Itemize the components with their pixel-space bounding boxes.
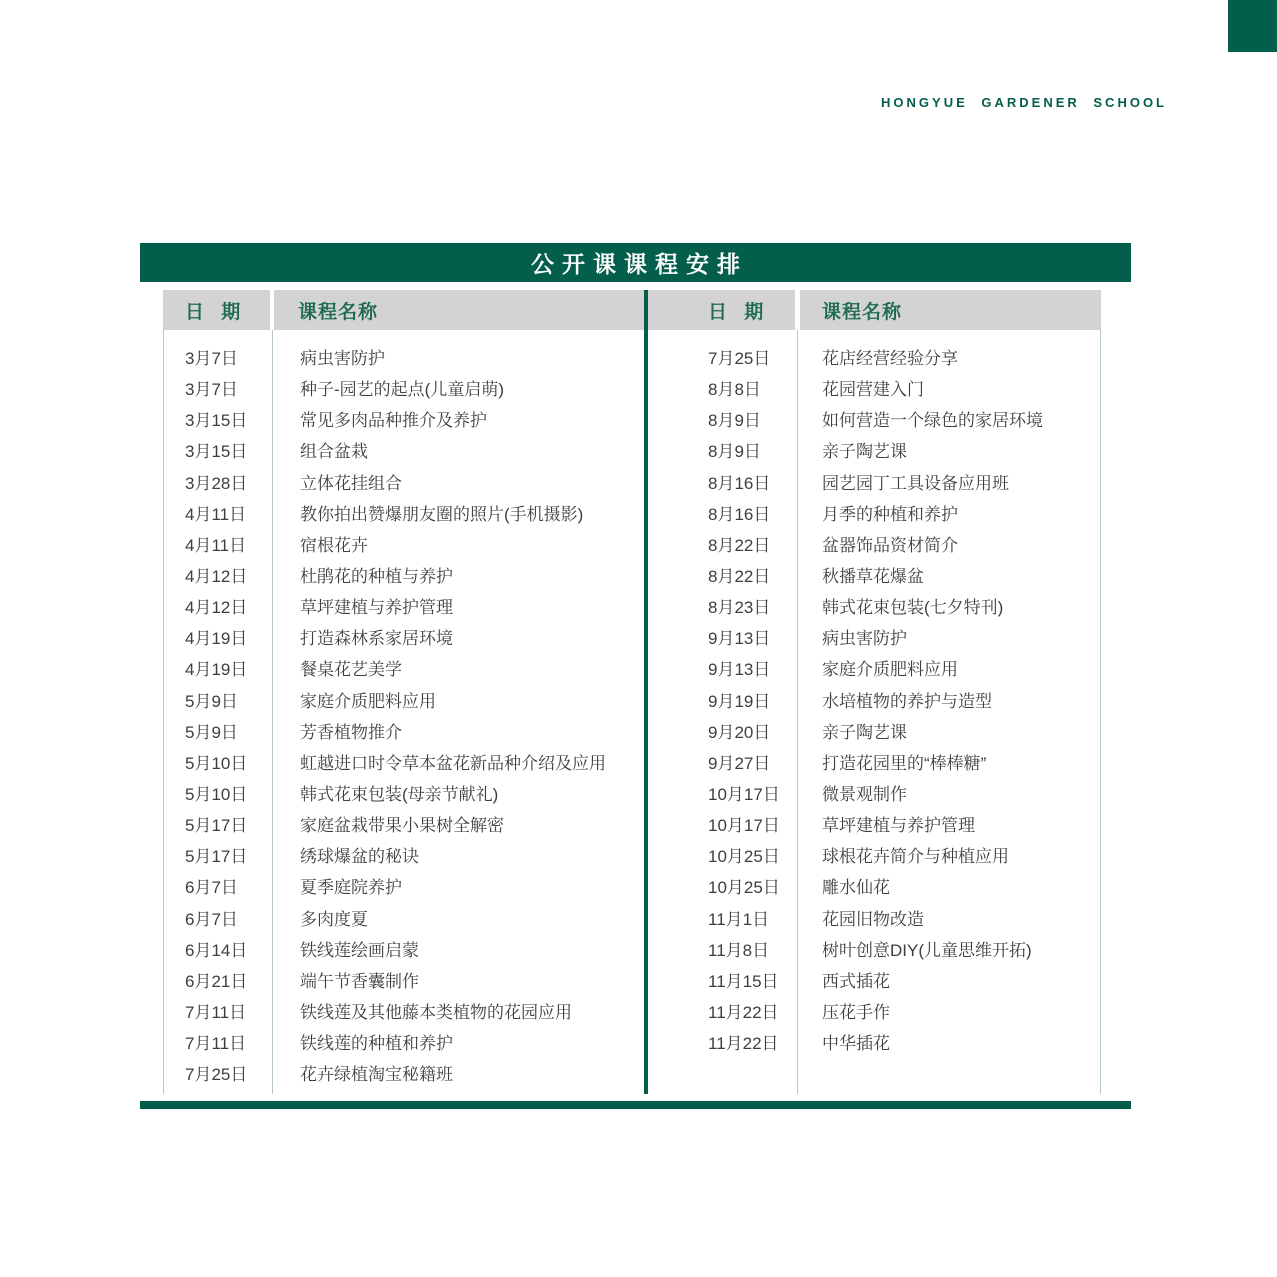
row-date: 8月16日	[708, 473, 771, 493]
table-row	[648, 590, 1101, 621]
table-row	[163, 995, 645, 1026]
row-course-name: 立体花挂组合	[300, 473, 402, 493]
table-row	[648, 1026, 1101, 1057]
table-row	[163, 746, 645, 777]
table-row	[163, 559, 645, 590]
row-date: 8月22日	[708, 535, 771, 555]
row-course-name: 如何营造一个绿色的家居环境	[822, 411, 1043, 431]
row-course-name: 餐桌花艺美学	[300, 660, 402, 680]
table-row	[648, 995, 1101, 1026]
table-row	[163, 933, 645, 964]
row-course-name: 盆器饰品资材简介	[822, 535, 958, 555]
row-date: 8月22日	[708, 567, 771, 587]
corner-square-decoration	[1228, 0, 1277, 52]
row-course-name: 组合盆栽	[300, 442, 368, 462]
row-date: 8月8日	[708, 380, 761, 400]
row-date: 3月7日	[185, 349, 238, 369]
row-course-name: 韩式花束包装(七夕特刊)	[822, 598, 1004, 618]
row-course-name: 端午节香囊制作	[300, 971, 419, 991]
row-course-name: 球根花卉简介与种植应用	[822, 847, 1009, 867]
table-row	[163, 528, 645, 559]
table-row	[648, 528, 1101, 559]
left-course-column-header: 课程名称	[274, 290, 644, 330]
row-course-name: 家庭盆栽带果小果树全解密	[300, 816, 504, 836]
row-date: 5月9日	[185, 691, 238, 711]
row-date: 5月10日	[185, 753, 248, 773]
row-course-name: 秋播草花爆盆	[822, 567, 924, 587]
left-date-column-header: 日 期	[163, 290, 270, 330]
table-row	[648, 902, 1101, 933]
row-course-name: 铁线莲绘画启蒙	[300, 940, 419, 960]
table-row	[163, 652, 645, 683]
row-date: 4月19日	[185, 629, 248, 649]
row-course-name: 打造花园里的“棒棒糖”	[822, 753, 987, 773]
row-date: 7月11日	[185, 1003, 247, 1023]
table-row	[163, 466, 645, 497]
row-course-name: 种子-园艺的起点(儿童启萌)	[300, 380, 504, 400]
row-date: 10月17日	[708, 785, 780, 805]
row-date: 4月12日	[185, 567, 248, 587]
row-date: 5月17日	[185, 847, 248, 867]
row-course-name: 芳香植物推介	[300, 722, 402, 742]
bottom-rule-bar	[140, 1101, 1131, 1109]
row-date: 5月10日	[185, 785, 248, 805]
row-date: 4月11日	[185, 535, 247, 555]
table-row	[648, 839, 1101, 870]
table-row	[163, 590, 645, 621]
title-banner	[140, 243, 1131, 282]
row-date: 11月22日	[708, 1034, 779, 1054]
table-row	[648, 777, 1101, 808]
table-row	[648, 652, 1101, 683]
table-row	[648, 559, 1101, 590]
row-course-name: 家庭介质肥料应用	[822, 660, 958, 680]
table-row	[648, 808, 1101, 839]
table-row	[648, 403, 1101, 434]
table-row	[163, 964, 645, 995]
row-date: 6月7日	[185, 878, 238, 898]
row-course-name: 压花手作	[822, 1003, 890, 1023]
row-date: 5月9日	[185, 722, 238, 742]
row-date: 3月15日	[185, 442, 248, 462]
row-date: 7月25日	[708, 349, 771, 369]
table-row	[648, 372, 1101, 403]
row-date: 11月22日	[708, 1003, 779, 1023]
row-course-name: 虹越进口时令草本盆花新品种介绍及应用	[300, 753, 606, 773]
table-row	[163, 372, 645, 403]
row-date: 8月9日	[708, 411, 761, 431]
table-row	[648, 466, 1101, 497]
row-course-name: 韩式花束包装(母亲节献礼)	[300, 785, 499, 805]
row-date: 11月15日	[708, 971, 779, 991]
row-date: 3月7日	[185, 380, 238, 400]
row-date: 11月1日	[708, 909, 770, 929]
row-course-name: 铁线莲及其他藤本类植物的花园应用	[300, 1003, 572, 1023]
row-course-name: 打造森林系家居环境	[300, 629, 453, 649]
row-course-name: 夏季庭院养护	[300, 878, 402, 898]
row-course-name: 树叶创意DIY(儿童思维开拓)	[822, 940, 1032, 960]
row-date: 6月14日	[185, 940, 248, 960]
table-row	[648, 497, 1101, 528]
row-course-name: 中华插花	[822, 1034, 890, 1054]
row-date: 9月20日	[708, 722, 771, 742]
row-course-name: 花园营建入门	[822, 380, 924, 400]
table-row	[163, 715, 645, 746]
row-date: 7月25日	[185, 1065, 248, 1085]
row-course-name: 草坪建植与养护管理	[822, 816, 975, 836]
table-row	[648, 933, 1101, 964]
right-date-column-header: 日 期	[648, 290, 795, 330]
row-course-name: 病虫害防护	[300, 349, 385, 369]
page-title: 公开课课程安排	[531, 251, 748, 277]
row-course-name: 花卉绿植淘宝秘籍班	[300, 1065, 453, 1085]
row-date: 6月7日	[185, 909, 238, 929]
row-course-name: 微景观制作	[822, 785, 907, 805]
row-course-name: 宿根花卉	[300, 535, 368, 555]
right-column-rows	[648, 330, 1101, 1057]
row-date: 8月9日	[708, 442, 761, 462]
table-row	[648, 341, 1101, 372]
left-date-course-divider-line	[272, 330, 273, 1094]
right-date-course-divider-line	[797, 330, 798, 1094]
row-course-name: 西式插花	[822, 971, 890, 991]
row-course-name: 教你拍出赞爆朋友圈的照片(手机摄影)	[300, 504, 584, 524]
row-date: 4月19日	[185, 660, 248, 680]
table-row	[648, 870, 1101, 901]
row-course-name: 杜鹃花的种植与养护	[300, 567, 453, 587]
row-date: 10月17日	[708, 816, 780, 836]
brand-text: HONGYUE GARDENER SCHOOL	[881, 95, 1167, 110]
table-row	[648, 964, 1101, 995]
row-course-name: 多肉度夏	[300, 909, 368, 929]
right-course-column-header: 课程名称	[800, 290, 1101, 330]
row-date: 11月8日	[708, 940, 770, 960]
table-row	[163, 777, 645, 808]
row-course-name: 草坪建植与养护管理	[300, 598, 453, 618]
row-course-name: 水培植物的养护与造型	[822, 691, 992, 711]
row-date: 3月28日	[185, 473, 248, 493]
row-date: 4月12日	[185, 598, 248, 618]
table-left-border-line	[163, 330, 164, 1094]
row-course-name: 月季的种植和养护	[822, 504, 958, 524]
row-course-name: 家庭介质肥料应用	[300, 691, 436, 711]
row-date: 8月16日	[708, 504, 771, 524]
row-date: 4月11日	[185, 504, 247, 524]
table-row	[163, 341, 645, 372]
table-row	[163, 434, 645, 465]
table-row	[163, 684, 645, 715]
row-date: 9月19日	[708, 691, 771, 711]
row-date: 9月13日	[708, 629, 771, 649]
table-row	[163, 870, 645, 901]
table-row	[648, 434, 1101, 465]
row-course-name: 花店经营经验分享	[822, 349, 958, 369]
table-row	[163, 839, 645, 870]
table-row	[163, 403, 645, 434]
row-course-name: 园艺园丁工具设备应用班	[822, 473, 1009, 493]
table-row	[163, 497, 645, 528]
left-column-rows	[163, 330, 645, 1088]
row-date: 9月13日	[708, 660, 771, 680]
row-date: 7月11日	[185, 1034, 247, 1054]
row-date: 9月27日	[708, 753, 771, 773]
row-course-name: 花园旧物改造	[822, 909, 924, 929]
table-row	[163, 1057, 645, 1088]
row-course-name: 铁线莲的种植和养护	[300, 1034, 453, 1054]
table-row	[163, 1026, 645, 1057]
row-course-name: 绣球爆盆的秘诀	[300, 847, 419, 867]
row-course-name: 亲子陶艺课	[822, 442, 907, 462]
row-date: 10月25日	[708, 847, 780, 867]
row-date: 3月15日	[185, 411, 248, 431]
row-course-name: 亲子陶艺课	[822, 722, 907, 742]
table-row	[163, 902, 645, 933]
table-row	[163, 621, 645, 652]
table-row	[163, 808, 645, 839]
table-center-divider-line	[644, 290, 648, 1094]
table-right-border-line	[1100, 330, 1101, 1094]
row-date: 8月23日	[708, 598, 771, 618]
row-date: 6月21日	[185, 971, 248, 991]
row-date: 10月25日	[708, 878, 780, 898]
table-row	[648, 621, 1101, 652]
table-row	[648, 684, 1101, 715]
row-date: 5月17日	[185, 816, 248, 836]
table-row	[648, 715, 1101, 746]
row-course-name: 病虫害防护	[822, 629, 907, 649]
row-course-name: 雕水仙花	[822, 878, 890, 898]
table-row	[648, 746, 1101, 777]
row-course-name: 常见多肉品种推介及养护	[300, 411, 487, 431]
